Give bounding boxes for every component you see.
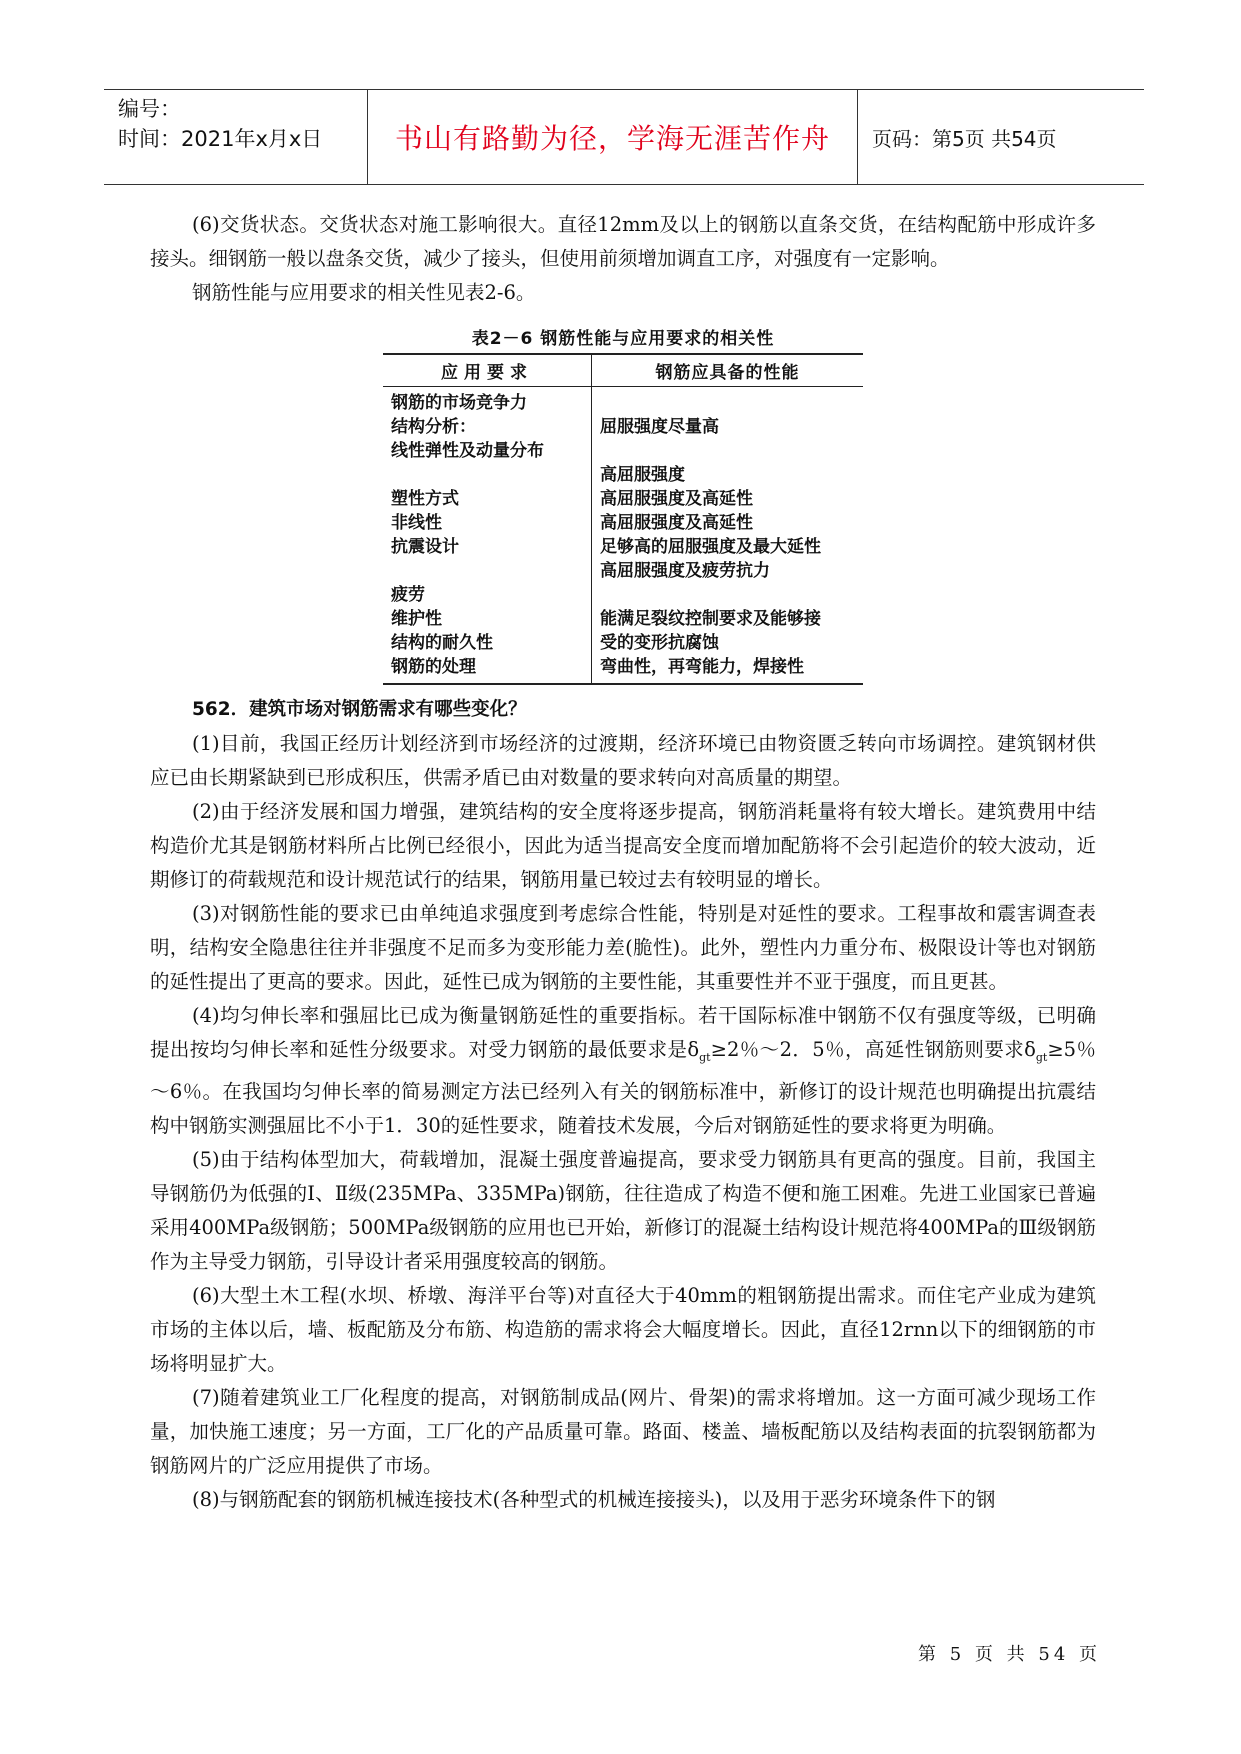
paragraph-1: (1)目前，我国正经历计划经济到市场经济的过渡期，经济环境已由物资匮乏转向市场调控。建筑钢材供应已由长期紧缺到已形成积压，供需矛盾已由对数量的要求转向对高质量的期望。: [150, 732, 1096, 789]
table-cell: 弯曲性，再弯能力，焊接性: [600, 657, 804, 677]
table-cell: 钢筋的处理: [391, 657, 476, 677]
header-page-info: 页码：第5页 共54页: [872, 126, 1057, 151]
paragraph-delivery: (6)交货状态。交货状态对施工影响很大。直径12mm及以上的钢筋以直条交货，在结构配筋中形成许多接头。细钢筋一般以盘条交货，减少了接头，但使用前须增加调直工序，对强度有一定影响。: [150, 213, 1096, 270]
paragraph-4-part-b: ≥2％～2．5％，高延性钢筋则要求δ: [710, 1038, 1036, 1061]
table-cell: [391, 559, 583, 583]
paragraph-6: (6)大型土木工程(水坝、桥墩、海洋平台等)对直径大于40mm的粗钢筋提出需求。而住宅产业成为建筑市场的主体以后，墙、板配筋及分布筋、构造筋的需求将会大幅度增长。因此，直径12rnn以下的细钢筋的市场将明显扩大。: [150, 1283, 1096, 1375]
table-cell: 维护性: [391, 609, 442, 629]
table-cell: 屈服强度尽量高: [600, 417, 719, 437]
paragraph-4-part-c: ≥5％～6％。在我国均匀伸长率的简易测定方法已经列入有关的钢筋标准中，新修订的设计规范也明确提出抗震结构中钢筋实测强屈比不小于1．30的延性要求，随着技术发展，今后对钢筋延性的要求将更为明确。: [150, 1038, 1096, 1137]
time-label: 时间：2021年x月x日: [118, 127, 323, 151]
table-cell: 线性弹性及动量分布: [391, 441, 544, 461]
table-cell: 高屈服强度及高延性: [600, 489, 753, 509]
table-cell: 塑性方式: [391, 489, 459, 509]
question-title: 562．建筑市场对钢筋需求有哪些变化？: [192, 699, 527, 720]
table-cell: [600, 583, 855, 607]
performance-table-wrap: [383, 353, 863, 685]
paragraph-2: (2)由于经济发展和国力增强，建筑结构的安全度将逐步提高，钢筋消耗量将有较大增长。建筑费用中结构造价尤其是钢筋材料所占比例已经很小，因此为适当提高安全度而增加配筋将不会引起造价的较大波动，近期修订的荷载规范和设计规范试行的结果，钢筋用量已较过去有较明显的增长。: [150, 800, 1096, 891]
table-cell: 足够高的屈服强度及最大延性: [600, 537, 821, 557]
table-col-requirements: [383, 387, 592, 685]
table-cell: 钢筋的市场竞争力: [391, 393, 527, 413]
table-cell: [600, 391, 855, 415]
table-cell: 结构的耐久性: [391, 633, 493, 653]
document-body: [150, 208, 1096, 1517]
table-cell: 抗震设计: [391, 537, 459, 557]
paragraph-5: (5)由于结构体型加大，荷载增加，混凝土强度普遍提高，要求受力钢筋具有更高的强度。目前，我国主导钢筋仍为低强的Ⅰ、Ⅱ级(235MPa、335MPa)钢筋，往往造成了构造不便和施工困难。先进工业国家已普遍采用400MPa级钢筋；500MPa级钢筋的应用也已开始，新修订的混凝土结构设计规范将400MPa的Ⅲ级钢筋作为主导受力钢筋，引导设计者采用强度较高的钢筋。: [150, 1147, 1096, 1273]
table-cell: 受的变形抗腐蚀: [600, 633, 719, 653]
table-col-performance: [592, 387, 864, 685]
table-header-performance: 钢筋应具备的性能: [592, 354, 864, 387]
paragraph-4: [150, 999, 1096, 1143]
table-cell: [391, 463, 583, 487]
number-label: 编号：: [118, 97, 181, 121]
header-motto: 书山有路勤为径，学海无涯苦作舟: [368, 90, 858, 184]
table-cell: 疲劳: [391, 585, 425, 605]
paragraph-8: (8)与钢筋配套的钢筋机械连接技术(各种型式的机械连接接头)，以及用于恶劣环境条件下的钢: [192, 1487, 996, 1511]
table-cell: 能满足裂纹控制要求及能够接: [600, 609, 821, 629]
table-cell: 结构分析：: [391, 417, 476, 437]
page-header: [104, 89, 1144, 185]
paragraph-table-ref: 钢筋性能与应用要求的相关性见表2-6。: [192, 281, 536, 304]
paragraph-4-part-a: (4)均匀伸长率和强屈比已成为衡量钢筋延性的重要指标。若干国际标准中钢筋不仅有强度等级，已明确提出按均匀伸长率和延性分级要求。对受力钢筋的最低要求是δ: [150, 1004, 1096, 1061]
table-header-requirement: 应用要求: [383, 354, 592, 387]
header-left-cell: [104, 90, 368, 184]
table-cell: 非线性: [391, 513, 442, 533]
subscript-gt: gt: [699, 1050, 711, 1064]
page-footer: 第 5 页 共 54 页: [918, 1644, 1101, 1665]
paragraph-3: (3)对钢筋性能的要求已由单纯追求强度到考虑综合性能，特别是对延性的要求。工程事故和震害调查表明，结构安全隐患往往并非强度不足而多为变形能力差(脆性)。此外，塑性内力重分布、极限设计等也对钢筋的延性提出了更高的要求。因此，延性已成为钢筋的主要性能，其重要性并不亚于强度，而且更甚。: [150, 902, 1096, 993]
table-caption: 表2－6 钢筋性能与应用要求的相关性: [471, 329, 775, 349]
table-cell: [600, 439, 855, 463]
performance-table: [383, 353, 863, 685]
table-cell: 高屈服强度及疲劳抗力: [600, 561, 770, 581]
paragraph-7: (7)随着建筑业工厂化程度的提高，对钢筋制成品(网片、骨架)的需求将增加。这一方面可减少现场工作量，加快施工速度；另一方面，工厂化的产品质量可靠。路面、楼盖、墙板配筋以及结构表面的抗裂钢筋都为钢筋网片的广泛应用提供了市场。: [150, 1385, 1096, 1477]
subscript-gt: gt: [1035, 1050, 1048, 1064]
table-cell: 高屈服强度: [600, 465, 685, 485]
table-cell: 高屈服强度及高延性: [600, 513, 753, 533]
